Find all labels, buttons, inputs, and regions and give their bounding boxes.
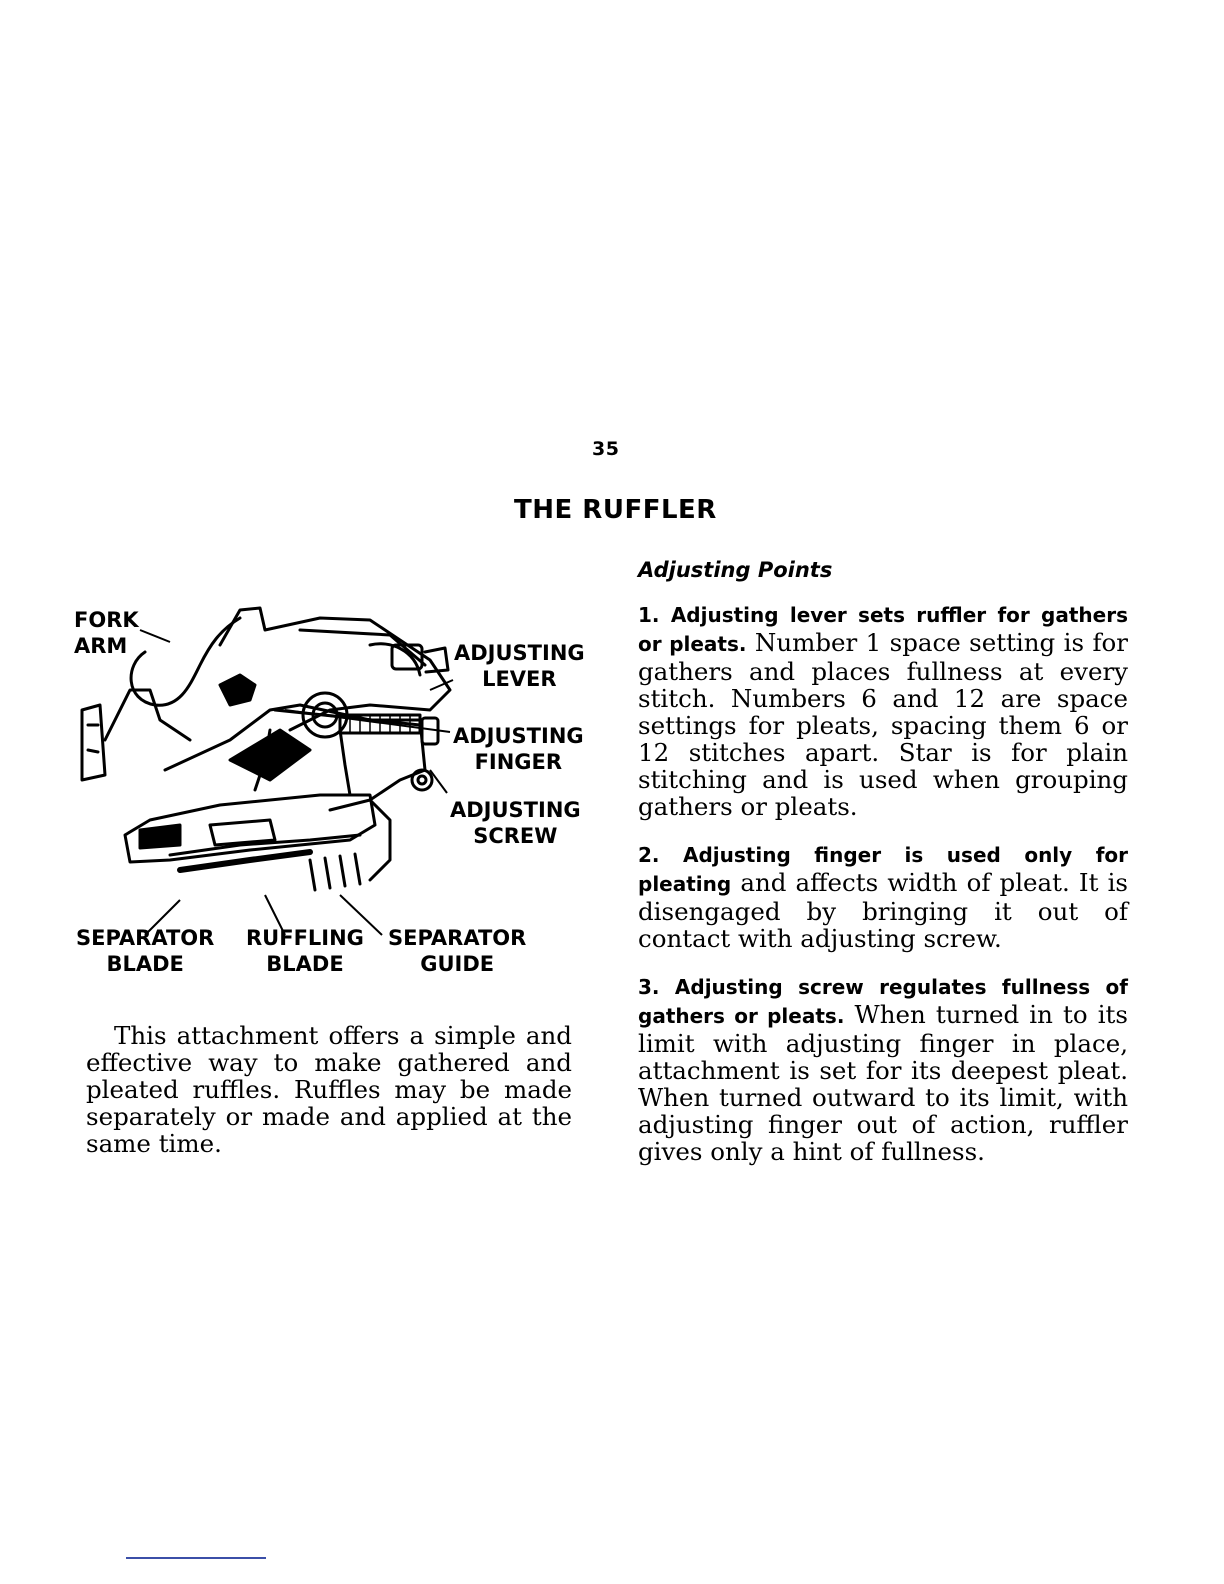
adjusting-point-3-lead: 3. Adjusting screw regulates fullness of gathers or pleats. [638,975,1128,1028]
adjusting-point-2 [638,840,1128,952]
label-adjusting-finger-line2: FINGER [474,750,563,774]
adjusting-point-1 [638,600,1128,820]
adjusting-point-3 [638,972,1128,1165]
label-adjusting-screw [450,797,581,849]
label-adjusting-finger-line1: ADJUSTING [453,724,584,748]
adjusting-point-2-lead: 2. Adjusting finger is used only for pleating [638,843,1128,896]
label-adjusting-screw-line1: ADJUSTING [450,798,581,822]
label-fork-arm-line2: ARM [74,634,128,658]
label-separator-guide-line1: SEPARATOR [388,926,527,950]
page-title: THE RUFFLER [514,495,717,525]
adjusting-point-3-body: When turned in to its limit with adjusting finger in place, attachment is set for its deepest pleat. When turned outward to its limit, with adjusting finger out of action, ruffler gives only a hint of fullness. [638,1000,1128,1166]
label-ruffling-blade-line1: RUFFLING [246,926,364,950]
label-adjusting-lever-line1: ADJUSTING [454,641,585,665]
page-number: 35 [592,438,620,460]
label-separator-blade-line2: BLADE [106,952,184,976]
label-fork-arm [74,607,139,659]
adjusting-point-1-lead: 1. Adjusting lever sets ruffler for gathers or pleats. [638,603,1128,656]
label-adjusting-lever-line2: LEVER [482,667,557,691]
adjusting-points-heading: Adjusting Points [638,558,833,582]
label-separator-blade [76,925,214,977]
adjusting-points-section [638,558,1128,1185]
label-separator-guide-line2: GUIDE [420,952,495,976]
label-separator-guide [388,925,526,977]
ruffler-figure [70,590,590,990]
label-adjusting-finger [453,723,584,775]
label-fork-arm-line1: FORK [74,608,139,632]
intro-paragraph: This attachment offers a simple and effective way to make gathered and pleated ruffles. Ruffles may be made separately or made and applied at the same time. [86,1021,572,1158]
label-adjusting-lever [454,640,585,692]
label-ruffling-blade [246,925,364,977]
label-adjusting-screw-line2: SCREW [473,824,558,848]
footer-rule [126,1557,266,1559]
label-ruffling-blade-line2: BLADE [266,952,344,976]
adjusting-point-1-body: Number 1 space setting is for gathers and places fullness at every stitch. Numbers 6 and 12 are space settings for pleats, spacing them 6 or 12 stitches apart. Star is for plain stitching and is used when grouping gathers or pleats. [638,628,1128,821]
label-separator-blade-line1: SEPARATOR [76,926,215,950]
adjusting-point-2-body: and affects width of pleat. It is disengaged by bringing it out of contact with adjusting screw. [638,868,1128,953]
